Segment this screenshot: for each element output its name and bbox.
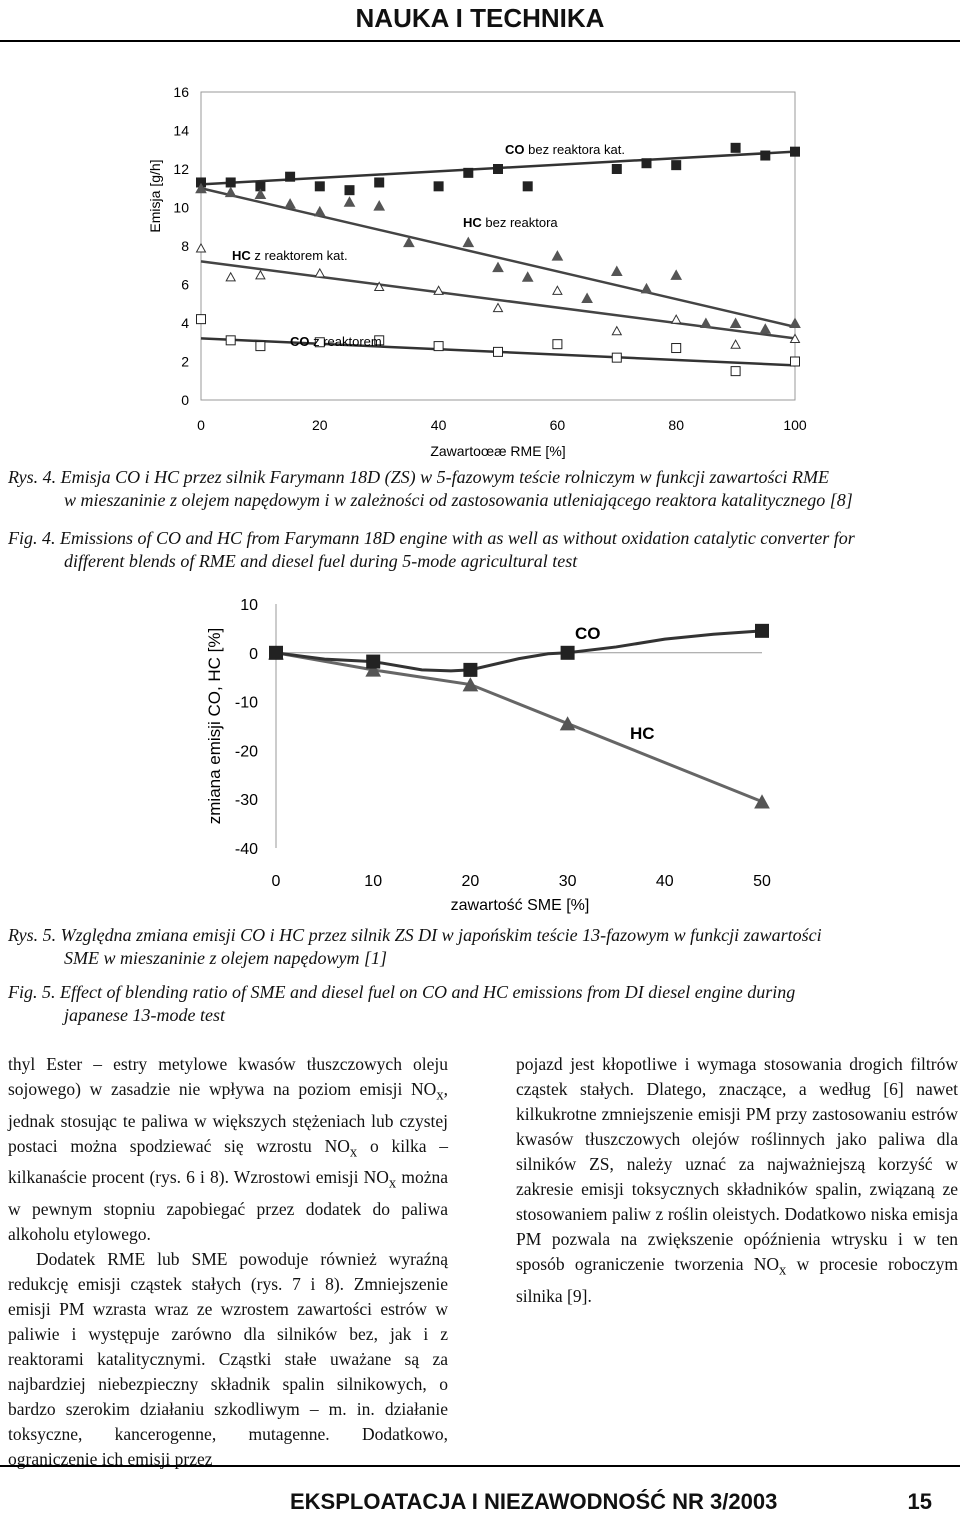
co-catalyst-point [731, 367, 740, 376]
y-tick-label: 4 [181, 315, 189, 331]
annotation-abbr: CO [505, 142, 525, 157]
co-no-catalyst-point [731, 143, 740, 152]
y-axis-label: zmiana emisji CO, HC [%] [205, 627, 224, 825]
x-tick-label: 40 [655, 873, 674, 890]
y-tick-label: 0 [249, 645, 258, 663]
co-catalyst-point [197, 315, 206, 324]
x-tick-label: 100 [783, 417, 807, 433]
series-annotation [232, 248, 348, 263]
annotation-rest: z reaktorem kat. [250, 248, 348, 263]
caption-fig4-line2: different blends of RME and diesel fuel during 5-mode agricultural test [64, 551, 578, 571]
co-catalyst-point [226, 336, 235, 345]
subscript: x [436, 1087, 444, 1104]
x-tick-label: 80 [668, 417, 684, 433]
right-paragraph-1 [516, 1052, 958, 1309]
y-tick-label: 2 [181, 353, 189, 370]
x-axis-label: Zawartoœæ RME [%] [430, 443, 566, 459]
co-catalyst-point [672, 344, 681, 353]
caption-fig5 [8, 981, 958, 1027]
left-p1-part-a: thyl Ester – estry metylowe kwasów tłuszczowych oleju sojowego) w zasadzie nie wpływa na poziom emisji NO [8, 1054, 448, 1099]
annotation-abbr: HC [232, 248, 251, 263]
annotation-abbr: CO [290, 334, 310, 349]
y-tick-label: 8 [181, 238, 189, 254]
body-right-column [516, 1052, 958, 1309]
co-no-catalyst-point [434, 182, 443, 191]
co-catalyst-point [434, 342, 443, 351]
series-annotation [463, 215, 558, 230]
caption-rys4-line2: w mieszaninie z olejem napędowym i w zależności od zastosowania utleniającego reaktora katalitycznego [8] [64, 490, 853, 510]
co-label: CO [575, 624, 601, 643]
co-no-catalyst-point [672, 161, 681, 170]
left-p1-part-d: można w pewnym stopniu zapobiegać przez dodatek do paliwa alkoholu etylowego. [8, 1167, 448, 1244]
y-tick-label: 16 [173, 84, 189, 100]
page-footer [0, 1465, 960, 1537]
y-tick-label: -10 [234, 694, 258, 712]
caption-fig5-line1: Fig. 5. Effect of blending ratio of SME and diesel fuel on CO and HC emissions from DI diesel engine during [8, 982, 796, 1002]
left-paragraph-2: Dodatek RME lub SME powoduje również wyraźną redukcję emisji cząstek stałych (rys. 7 i 8). Zmniejszenie emisji PM wzrasta wraz ze wzrostem zawartości estrów w paliwie i występuje zarówno dla silników bez, jak i z reaktorami katalitycznymi. Cząstki stałe uważane są za najbardziej niebezpieczny składnik spalin silnikowych, o bardzo szerokim działaniu szkodliwym – m. in. działanie toksyczne, kancerogenne, mutagenne. Dodatkowo, ograniczenie ich emisji przez [8, 1248, 448, 1469]
annotation-rest: bez reaktora kat. [524, 142, 625, 157]
hc-point [561, 717, 575, 730]
caption-fig4-line1: Fig. 4. Emissions of CO and HC from Farymann 18D engine with as well as without oxidation catalytic converter for [8, 528, 855, 548]
hc-label: HC [630, 724, 655, 743]
y-tick-label: -20 [234, 743, 258, 761]
caption-fig5-line2: japanese 13-mode test [64, 1005, 225, 1025]
co-point [756, 624, 769, 637]
hc-point [755, 795, 769, 808]
figure-5-chart [0, 582, 960, 922]
annotation-rest: bez reaktora [481, 215, 558, 230]
co-no-catalyst-point [523, 182, 532, 191]
hc-line [276, 653, 762, 802]
annotation-rest: z reaktorem [309, 334, 382, 349]
left-p1-part-b: , jednak stosując te paliwa w większych stężeniach lub czystej postaci można spodziewać się wzrostu NO [8, 1079, 448, 1156]
y-tick-label: -30 [234, 792, 258, 810]
x-tick-label: 40 [430, 417, 447, 433]
right-p1-part-b: w procesie roboczym silnika [9]. [516, 1254, 958, 1306]
y-tick-label: 10 [173, 199, 189, 216]
subscript: x [779, 1262, 787, 1279]
page-number: 15 [907, 1489, 932, 1514]
x-tick-label: 10 [364, 873, 383, 890]
caption-rys5-line1: Rys. 5. Względna zmiana emisji CO i HC przez silnik ZS DI w japońskim teście 13-fazowym w funkcji zawartości [8, 925, 822, 945]
co-catalyst-point [494, 347, 503, 356]
x-axis-label: zawartość SME [%] [450, 897, 590, 914]
right-p1-part-a: pojazd jest kłopotliwe i wymaga stosowania drogich filtrów cząstek stałych. Dlatego, znaczące, a według [6] nawet kilkukrotne zmniejszenie emisji PM przy zastosowaniu estrów kwasów tłuszczowych olejów roślinnych jako paliwa dla silników ZS, należy uznać za najważniejszą korzyść w zakresie emisji toksycznych składników spalin, związaną ze stosowaniem paliw z roślin oleistych. Dodatkowo niska emisja PM pozwala na zwiększenie opóźnienia wtrysku i w ten sposób ograniczenie tworzenia NO [516, 1054, 958, 1274]
co-catalyst-point [612, 353, 621, 362]
co-no-catalyst-point [494, 165, 503, 174]
y-tick-label: 12 [173, 161, 189, 177]
co-no-catalyst-point [345, 186, 354, 195]
series-annotation [505, 142, 625, 157]
caption-rys4 [8, 466, 958, 512]
x-tick-label: 20 [312, 417, 328, 433]
body-left-column [8, 1052, 448, 1472]
caption-rys5-line2: SME w mieszaninie z olejem napędowym [1] [64, 948, 387, 968]
co-no-catalyst-point [791, 147, 800, 156]
subscript: x [349, 1144, 358, 1160]
caption-rys4-line1: Rys. 4. Emisja CO i HC przez silnik Farymann 18D (ZS) w 5-fazowym teście rolniczym w funkcji zawartości RME [8, 467, 829, 487]
co-no-catalyst-point [375, 178, 384, 187]
series-annotation [290, 334, 382, 349]
co-no-catalyst-point [226, 178, 235, 187]
co-no-catalyst-point [761, 151, 770, 160]
co-catalyst-point [791, 357, 800, 366]
co-catalyst-point [256, 342, 265, 351]
page-header [0, 0, 960, 42]
co-point [464, 663, 477, 676]
x-tick-label: 0 [197, 417, 205, 433]
x-tick-label: 60 [549, 417, 566, 433]
x-tick-label: 30 [558, 873, 577, 890]
section-title: NAUKA I TECHNIKA [355, 3, 605, 33]
y-axis-label: Emisja [g/h] [147, 159, 163, 233]
co-point [270, 646, 283, 659]
caption-rys5 [8, 924, 958, 970]
figure-4-chart [0, 60, 960, 528]
journal-name: EKSPLOATACJA I NIEZAWODNOŚĆ NR 3/2003 [290, 1489, 778, 1514]
co-catalyst-point [553, 340, 562, 349]
co-no-catalyst-point [642, 159, 651, 168]
co-no-catalyst-point [315, 182, 324, 191]
x-tick-label: 20 [461, 873, 480, 890]
co-no-catalyst-point [464, 168, 473, 177]
left-p1-part-c: o kilka – kilkanaście procent (rys. 6 i 8). Wzrostowi emisji NO [8, 1135, 449, 1187]
y-tick-label: 14 [173, 122, 189, 139]
co-no-catalyst-point [612, 165, 621, 174]
co-no-catalyst-point [286, 172, 295, 181]
co-point [367, 655, 380, 668]
y-tick-label: 0 [181, 392, 189, 408]
annotation-abbr: HC [463, 215, 482, 230]
y-tick-label: -40 [234, 841, 258, 858]
y-tick-label: 10 [240, 597, 258, 614]
subscript: x [388, 1175, 397, 1192]
x-tick-label: 0 [271, 873, 281, 890]
x-tick-label: 50 [753, 873, 771, 890]
y-tick-label: 6 [181, 276, 189, 293]
caption-fig4 [8, 527, 958, 573]
left-paragraph-1 [8, 1052, 448, 1247]
co-point [561, 646, 574, 659]
